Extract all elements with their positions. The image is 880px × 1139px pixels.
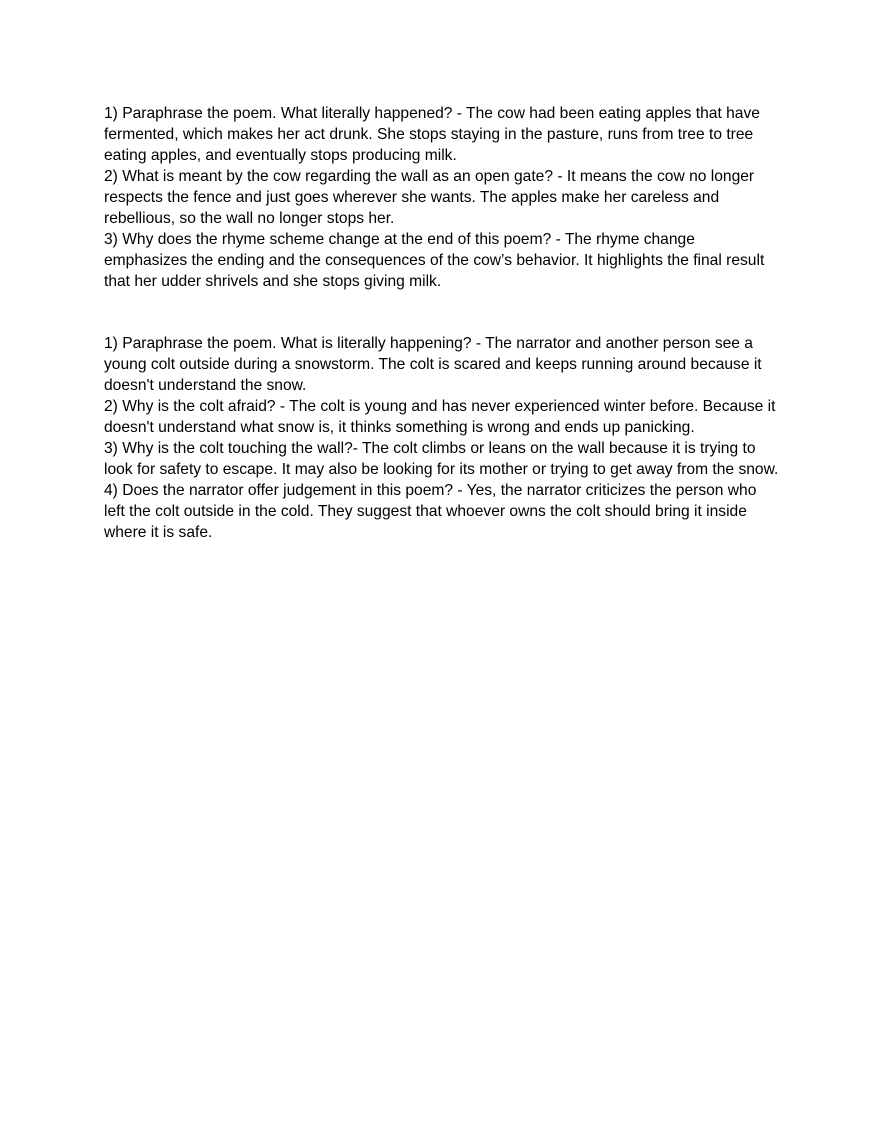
section-cow-poem (104, 103, 780, 292)
answer-paragraph: 2) Why is the colt afraid? - The colt is young and has never experienced winter before. Because it doesn't understand what snow is, it thinks something is wrong and ends up panicking. (104, 398, 776, 436)
answer-paragraph: 2) What is meant by the cow regarding the wall as an open gate? - It means the cow no longer respects the fence and just goes wherever she wants. The apples make her careless and rebellious, so the wall no longer stops her. (104, 168, 755, 227)
answer-paragraph: 3) Why is the colt touching the wall?- The colt climbs or leans on the wall because it is trying to look for safety to escape. It may also be looking for its mother or trying to get away from the snow. (104, 440, 779, 478)
answer-paragraph: 4) Does the narrator offer judgement in this poem? - Yes, the narrator criticizes the person who left the colt outside in the cold. They suggest that whoever owns the colt should bring it inside where it is safe. (104, 482, 757, 541)
answer-paragraph: 1) Paraphrase the poem. What literally happened? - The cow had been eating apples that have fermented, which makes her act drunk. She stops staying in the pasture, runs from tree to tree eating apples, and eventually stops producing milk. (104, 105, 760, 164)
answer-paragraph: 3) Why does the rhyme scheme change at the end of this poem? - The rhyme change emphasizes the ending and the consequences of the cow’s behavior. It highlights the final result that her udder shrivels and she stops giving milk. (104, 231, 765, 290)
answer-paragraph: 1) Paraphrase the poem. What is literally happening? - The narrator and another person see a young colt outside during a snowstorm. The colt is scared and keeps running around because it doesn't understand the snow. (104, 335, 762, 394)
section-colt-poem (104, 333, 780, 543)
